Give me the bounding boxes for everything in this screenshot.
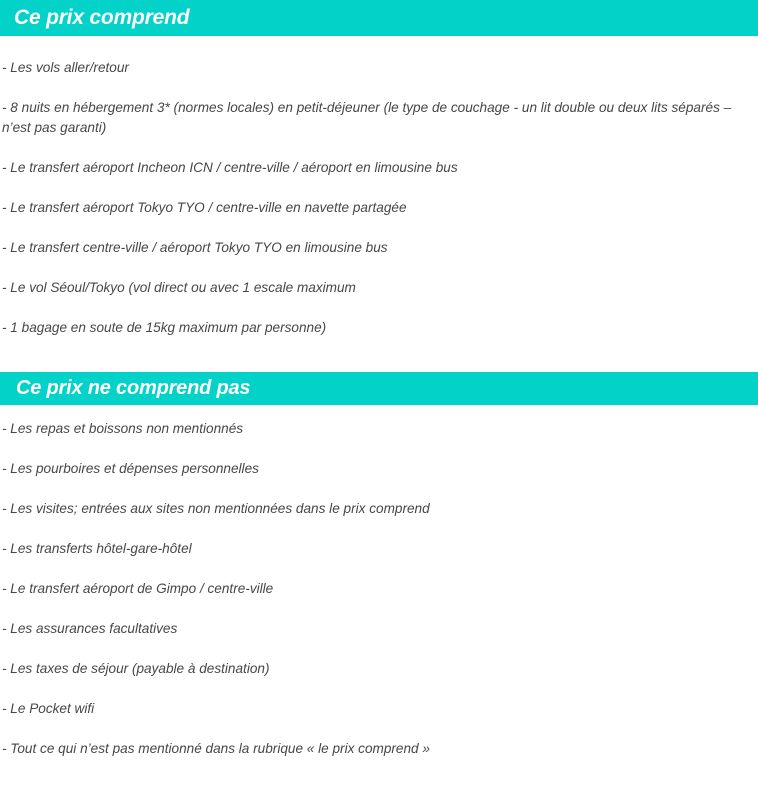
spacer	[0, 679, 758, 699]
section-body-prix-comprend	[0, 58, 758, 338]
list-item-text: - Les pourboires et dépenses personnelles	[2, 461, 259, 476]
list-item-text: - Les transferts hôtel-gare-hôtel	[2, 541, 192, 556]
list-item-text: - Le transfert aéroport Tokyo TYO / centre-ville en navette partagée	[2, 200, 407, 215]
list-item-text: - Les visites; entrées aux sites non mentionnées dans le prix comprend	[2, 501, 430, 516]
list-item-text: - Les assurances facultatives	[2, 621, 178, 636]
spacer	[0, 519, 758, 539]
spacer	[0, 218, 758, 238]
list-item-text: - 8 nuits en hébergement 3* (normes locales) en petit-déjeuner (le type de couchage - un lit double ou deux lits séparés – n’est pas garanti)	[2, 100, 732, 135]
list-item-text: - Les repas et boissons non mentionnés	[2, 421, 244, 436]
section-gap	[0, 338, 758, 372]
spacer	[0, 36, 758, 58]
list-item	[0, 238, 758, 258]
list-item	[0, 579, 758, 599]
list-item	[0, 58, 758, 78]
spacer	[0, 719, 758, 739]
spacer	[0, 78, 758, 98]
list-item-text: - Le transfert centre-ville / aéroport Tokyo TYO en limousine bus	[2, 240, 388, 255]
section-header-prix-ne-comprend-pas: Ce prix ne comprend pas	[0, 372, 758, 405]
section-body-prix-ne-comprend-pas	[0, 419, 758, 759]
list-item-text: - Les taxes de séjour (payable à destination)	[2, 661, 270, 676]
list-item-text: - Le transfert aéroport de Gimpo / centre-ville	[2, 581, 274, 596]
list-item-text: - Le Pocket wifi	[2, 701, 95, 716]
list-item	[0, 699, 758, 719]
list-item	[0, 98, 758, 138]
list-item	[0, 499, 758, 519]
list-item-text: - Tout ce qui n’est pas mentionné dans la rubrique « le prix comprend »	[2, 741, 430, 756]
spacer	[0, 405, 758, 419]
list-item	[0, 539, 758, 559]
section-header-prix-comprend: Ce prix comprend	[0, 0, 758, 36]
spacer	[0, 599, 758, 619]
spacer	[0, 439, 758, 459]
spacer	[0, 178, 758, 198]
spacer	[0, 479, 758, 499]
list-item-text: - 1 bagage en soute de 15kg maximum par personne)	[2, 320, 327, 335]
list-item	[0, 198, 758, 218]
spacer	[0, 138, 758, 158]
list-item	[0, 158, 758, 178]
list-item-text: - Le vol Séoul/Tokyo (vol direct ou avec 1 escale maximum	[2, 280, 356, 295]
spacer	[0, 559, 758, 579]
list-item	[0, 659, 758, 679]
list-item	[0, 419, 758, 439]
list-item	[0, 278, 758, 298]
list-item-text: - Le transfert aéroport Incheon ICN / centre-ville / aéroport en limousine bus	[2, 160, 458, 175]
list-item	[0, 459, 758, 479]
list-item	[0, 619, 758, 639]
spacer	[0, 639, 758, 659]
list-item	[0, 318, 758, 338]
list-item-text: - Les vols aller/retour	[2, 60, 129, 75]
spacer	[0, 258, 758, 278]
spacer	[0, 298, 758, 318]
list-item	[0, 739, 758, 759]
